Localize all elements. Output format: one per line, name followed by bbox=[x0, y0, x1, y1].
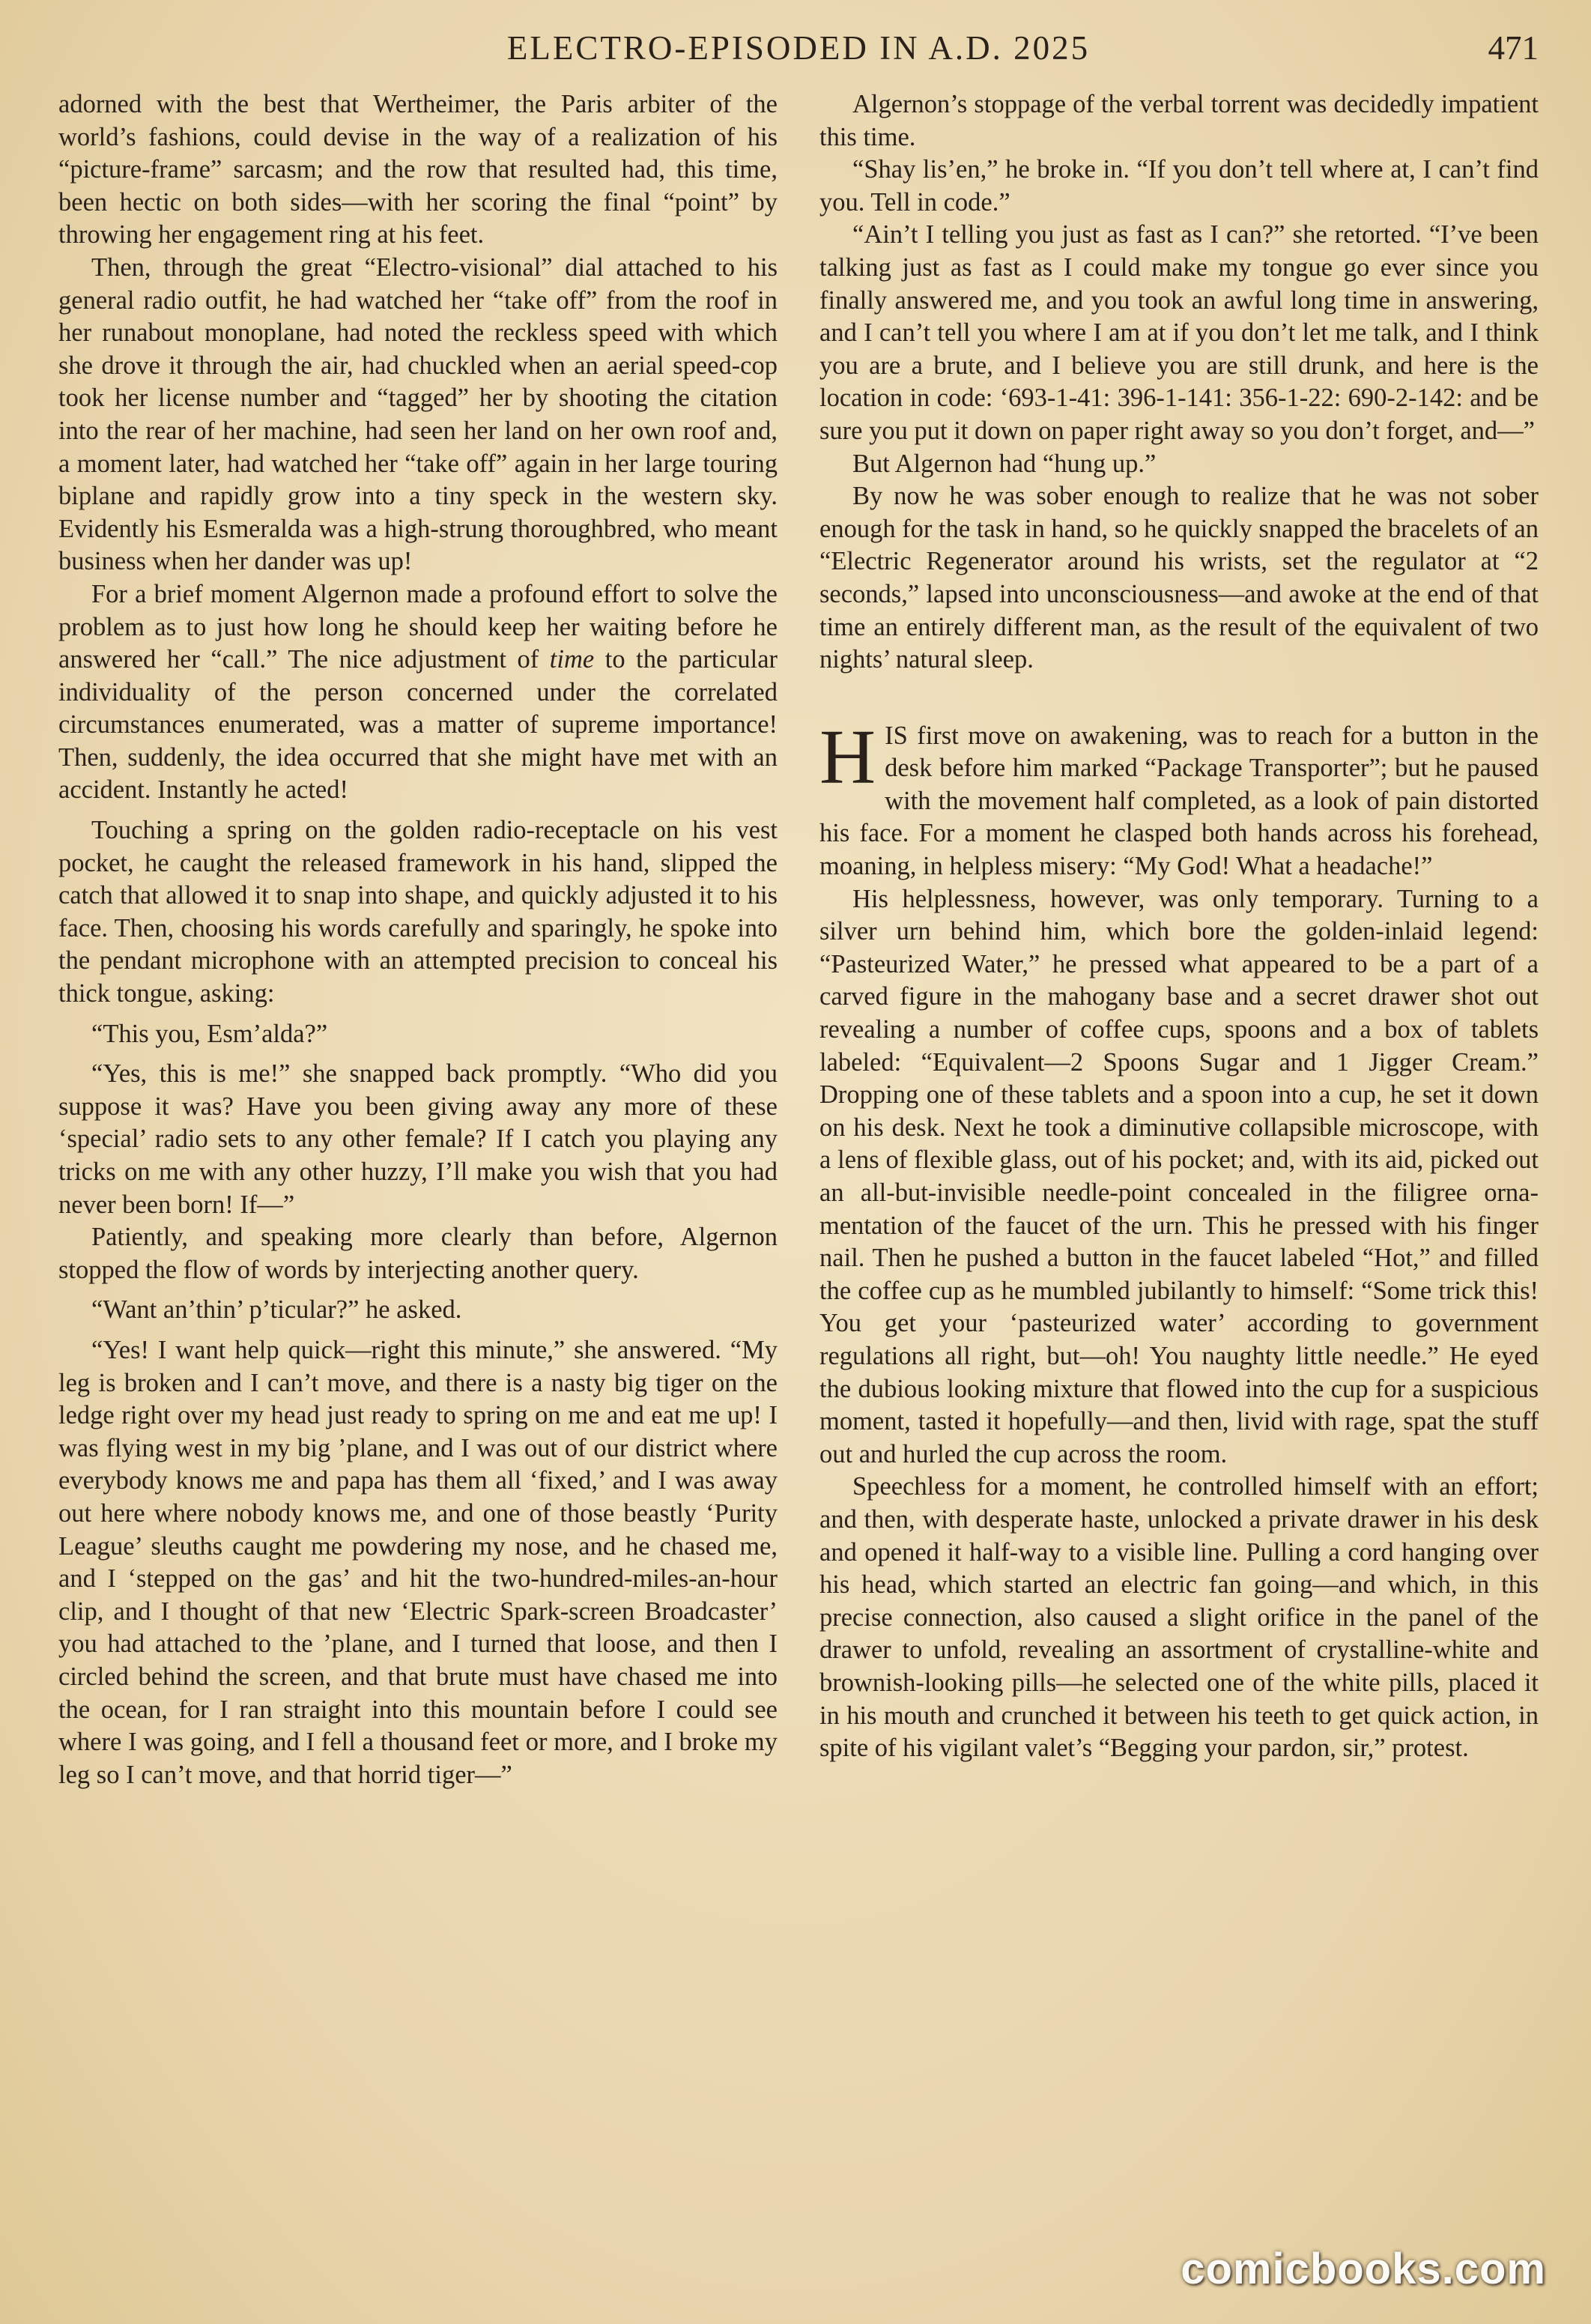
paragraph: By now he was sober enough to realize that he was not sober enough for the task in hand, so he quickly snapped the bracelets of an “Electric Regenerator around his wrists, set the regulator at “2 seconds,” lapsed into unconsciousness—and awoke at the end of that time an entirely different man, as the result of the equivalent of two nights’ natural sleep. bbox=[819, 482, 1539, 674]
paragraph: Speechless for a moment, he controlled himself with an effort; and then, with desperate haste, unlocked a private drawer in his desk and opened it half-way to a visible line. Pulling a cord hanging over his head, which started an electric fan going—and which, in this precise connection, also caused a slight orifice in the panel of the drawer to unfold, revealing an assortment of crystalline-white and brownish-looking pills—he selected one of the white pills, placed it in his mouth and crunched it between his teeth to get quick action, in spite of his vigilant valet’s “Begging your pardon, sir,” protest. bbox=[819, 1472, 1539, 1763]
right-column bbox=[819, 88, 1539, 1791]
paragraph: Algernon’s stoppage of the verbal torrent was decidedly impatient this time. bbox=[819, 90, 1539, 151]
running-header bbox=[58, 28, 1539, 75]
paragraph: “Yes, this is me!” she snapped back promptly. “Who did you suppose it was? Have you been giving away any more of these ‘special’ radio sets to any other female? If I catch you playing any tricks on me with any other huzzy, I’ll make you wish that you had never been born! If—” bbox=[58, 1059, 778, 1219]
page-number: 471 bbox=[1488, 29, 1539, 67]
emphasis: time bbox=[549, 645, 595, 674]
paragraph: adorned with the best that Wertheimer, the Paris arbiter of the world’s fashions, could devise in the way of a realization of his “picture-frame” sarcasm; and the row that resulted had, this time, been hectic on both sides—with her scoring the final “point” by throwing her engagement ring at his feet. bbox=[58, 90, 778, 249]
paragraph: His helplessness, however, was only temporary. Turning to a silver urn behind him, which bore the golden-inlaid legend: “Pasteurized Water,” he pressed what appeared to be a part of a carved figure in the mahogany base and a secret drawer shot out revealing a number of coffee cups, spoons and a box of tablets labeled: “Equivalent—2 Spoons Sugar and 1 Jigger Cream.” Dropping one of these tablets and a spoon into a cup, he set it down on his desk. Next he took a diminutive collapsible microscope, with a lens of flexible glass, out of his pocket; and, with its aid, picked out an all-but-invisible needle-point concealed in the filigree ornamentation of the faucet of the urn. This he pressed with his finger nail. Then he pushed a button in the faucet labeled “Hot,” and filled the coffee cup as he mumbled jubilantly to himself: “Some trick this! You get your ‘pasteurized water’ according to government regulations all right, but—oh! You naughty little needle.” He eyed the dubious looking mixture that flowed into the cup for a suspicious moment, tasted it hopefully—and then, livid with rage, spat the stuff out and hurled the cup across the room. bbox=[819, 884, 1539, 1468]
paragraph: “Shay lis’en,” he broke in. “If you don’t tell where at, I can’t find you. Tell in code.” bbox=[819, 155, 1539, 217]
paragraph: Touching a spring on the golden radio-receptacle on his vest pocket, he caught the released framework in his hand, slipped the catch that allowed it to snap into shape, and quickly adjusted it to his face. Then, choosing his words carefully and sparingly, he spoke into the pendant microphone with an attempted precision to conceal his thick tongue, asking: bbox=[58, 816, 778, 1008]
paragraph: But Algernon had “hung up.” bbox=[852, 449, 1157, 478]
paragraph: Patiently, and speaking more clearly than before, Algernon stopped the flow of words by interjecting another query. bbox=[58, 1223, 778, 1284]
left-column bbox=[58, 88, 778, 1791]
paragraph: “Yes! I want help quick—right this minute,” she answered. “My leg is broken and I can’t move, and there is a nasty big tiger on the ledge right over my head just ready to spring on me and eat me up! I was flying west in my big ’plane, and I was out of our district where everybody knows me and papa has them all ‘fixed,’ and I was away out here where nobody knows me, and one of those beastly ‘Purity League’ sleuths caught me powdering my nose, and he chased me, and I ‘stepped on the gas’ and hit the two-hundred-miles-an-hour clip, and I thought of that new ‘Electric Spark-screen Broadcaster’ you had attached to the ’plane, and I turned that loose, and then I circled behind the screen, and that brute must have chased me into the ocean, for I ran straight into this mountain before I could see where I was going, and I fell a thousand feet or more, and I broke my leg so I can’t move, and that horrid tiger—” bbox=[58, 1335, 778, 1789]
paragraph: “This you, Esm’alda?” bbox=[91, 1019, 328, 1048]
page-title: ELECTRO-EPISODED IN A.D. 2025 bbox=[506, 29, 1091, 67]
paragraph: For a brief moment Algernon made a profound effort to solve the problem as to just how long he should keep her waiting before he answered her “call.” The nice adjustment of time to the particular individuality of the person concerned under the correlated circumstances enumerated, was a matter of supreme importance! Then, suddenly, the idea occurred that she might have met with an accident. Instantly he acted! bbox=[58, 579, 778, 805]
section-opening-paragraph bbox=[819, 713, 1539, 883]
paragraph: “Ain’t I telling you just as fast as I can?” she retorted. “I’ve been talking just as fast as I could make my tongue go ever since you finally answered me, and you took an awful long time in answering, and I can’t tell you where I am at if you don’t let me talk, and I think you are a brute, and I believe you are still drunk, and here is the location in code: ‘693-1-41: 396-1-141: 356-1-22: 690-2-142: and be sure you put it down on paper right away so you don’t forget, and—” bbox=[819, 220, 1539, 445]
paragraph-text: IS first move on awakening, was to reach for a button in the desk before him marked “Package Transporter”; but he paused with the movement half completed, as a look of pain distorted his face. For a moment he clasped both hands across his forehead, moaning, in helpless misery: “My God! What a headache!” bbox=[819, 721, 1539, 881]
site-watermark: comicbooks.com bbox=[1181, 2245, 1546, 2293]
text-columns bbox=[58, 88, 1539, 1791]
paragraph: “Want an’thin’ p’ticular?” he asked. bbox=[91, 1295, 462, 1325]
drop-cap: H bbox=[819, 713, 876, 800]
paragraph: Then, through the great “Electro-visional” dial attached to his general radio outfit, he had watched her “take off” from the roof in her runabout monoplane, had noted the reckless speed with which she drove it through the air, had chuckled when an aerial speed-cop took her license number and “tagged” her by shooting the citation into the rear of her machine, had seen her land on her own roof and, a moment later, had watched her “take off” again in her large touring biplane and rapidly grow into a tiny speck in the western sky. Evidently his Esmeralda was a high-strung thoroughbred, who meant business when her dander was up! bbox=[58, 252, 778, 576]
